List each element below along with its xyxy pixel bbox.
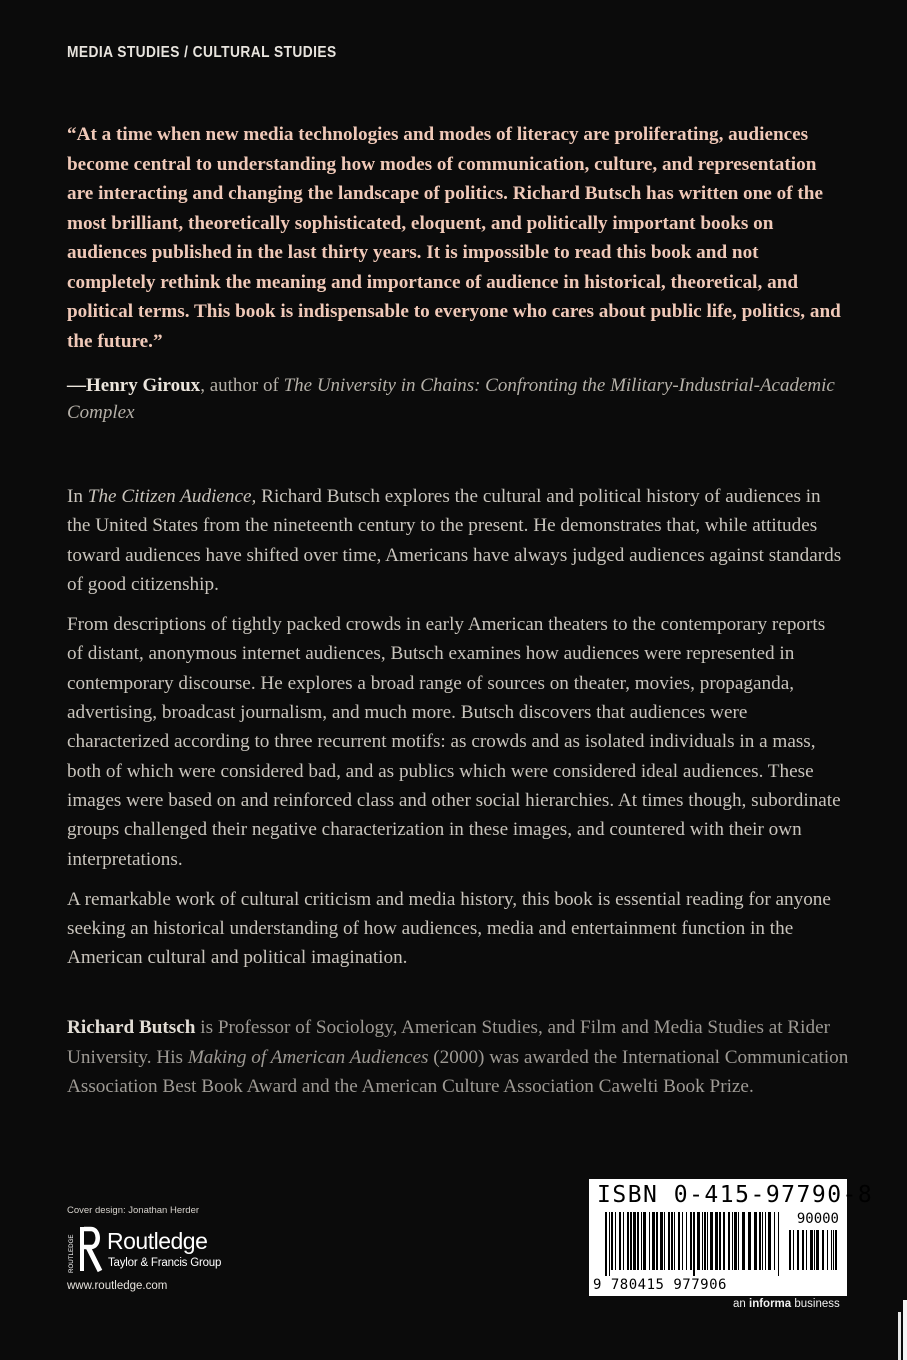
informa-brand: informa [749, 1298, 792, 1310]
barcode-bar [668, 1212, 670, 1270]
barcode-bar [762, 1212, 763, 1270]
barcode-bar [816, 1230, 819, 1270]
barcode-bar [615, 1212, 616, 1270]
barcode-bar [707, 1212, 708, 1270]
barcode-bar [742, 1212, 745, 1270]
publisher-url: www.routledge.com [67, 1280, 168, 1292]
barcode-bar [697, 1212, 700, 1270]
barcode-bar [759, 1212, 761, 1270]
barcode-bar [656, 1212, 658, 1270]
series-label: MEDIA STUDIES / CULTURAL STUDIES [67, 44, 337, 61]
barcode-bar [754, 1212, 757, 1270]
informa-suffix: business [791, 1298, 840, 1310]
barcode-bar [778, 1212, 779, 1276]
barcode-bar [623, 1212, 624, 1270]
barcode-bar [734, 1212, 737, 1270]
author-bio-text-2: (2000) was awarded the International Communication Association Best Book Award and the American Culture Association Cawelti Book Prize. [67, 1046, 849, 1097]
barcode-bar [831, 1230, 832, 1270]
barcode-bar [702, 1212, 703, 1270]
barcode-bar [674, 1212, 675, 1270]
barcode-bar [682, 1212, 683, 1270]
publisher-logo [67, 1225, 267, 1280]
barcode-bar [793, 1230, 794, 1270]
barcode-bar [664, 1212, 665, 1270]
barcode-bar [641, 1212, 642, 1270]
barcode-bar [738, 1212, 739, 1270]
cover-design-credit: Cover design: Jonathan Herder [67, 1205, 200, 1216]
barcode-bar [774, 1212, 775, 1270]
barcode-bar [806, 1230, 807, 1270]
barcode-bar [728, 1212, 730, 1270]
barcode-bar [789, 1230, 791, 1270]
informa-prefix: an [733, 1298, 749, 1310]
description-paragraph-2: From descriptions of tightly packed crowds in early American theaters to the contemporary reports of distant, anonymous internet audiences, Butsch examines how audiences were represented in contemporary discourse. He explores a broad range of sources on theater, movies, propaganda, advertising, broadcast journalism, and much more. Butsch discovers that audiences were characterized according to three recurrent motifs: as crowds and as isolated individuals in a mass, both of which were considered bad, and as publics which were considered ideal audiences. These images were based on and reinforced class and other social hierarchies. At times though, subordinate groups challenged their negative characterization in these images, and countered with their own interpretations. [67, 614, 841, 870]
barcode-bar [652, 1212, 655, 1270]
barcode-bar [649, 1212, 650, 1270]
barcode-bar [768, 1212, 771, 1270]
description-paragraph-1 [67, 482, 843, 599]
barcode-bar [704, 1212, 706, 1270]
author-previous-book: Making of American Audiences [187, 1046, 429, 1068]
barcode-bar [605, 1212, 607, 1276]
page-edge-strip [898, 1312, 901, 1360]
endorsement-author-book: The University in Chains: Confronting the Military-Industrial-Academic Complex [67, 375, 835, 423]
barcode-bar [715, 1212, 718, 1270]
book-title-italic: The Citizen Audience, [87, 486, 257, 507]
barcode-bar [797, 1230, 799, 1270]
author-bio-text-1: is Professor of Sociology, American Studies, and Film and Media Studies at Rider University. His [67, 1017, 831, 1068]
isbn-text: ISBN 0-415-97790-8 [597, 1182, 874, 1208]
barcode-bar [611, 1212, 613, 1270]
barcode-bar [630, 1212, 632, 1270]
barcode-bar [822, 1230, 824, 1270]
author-name: Richard Butsch [67, 1017, 196, 1038]
author-bio [67, 1013, 852, 1102]
description-p1-pre: In [67, 486, 88, 507]
ean-number: 9 780415 977906 [593, 1277, 727, 1293]
barcode-bar [835, 1230, 837, 1270]
book-description [67, 482, 843, 984]
barcode-bar [690, 1212, 692, 1270]
barcode-bar [686, 1212, 687, 1270]
endorsement-author: —Henry Giroux [67, 375, 201, 396]
barcode-bar [732, 1212, 733, 1270]
barcode-bar [609, 1212, 610, 1276]
barcode-bar [643, 1212, 646, 1270]
barcode-bar [671, 1212, 673, 1270]
routledge-side-text: ROUTLEDGE [68, 1234, 75, 1273]
endorsement-author-role: , author of [200, 375, 284, 396]
barcode-bar [693, 1212, 695, 1276]
isbn-barcode [589, 1179, 874, 1296]
barcode-bar [765, 1212, 766, 1270]
barcode-bar [802, 1230, 804, 1270]
publisher-group: Taylor & Francis Group [108, 1257, 222, 1269]
barcode-bar [619, 1212, 621, 1270]
barcode-bar [678, 1212, 680, 1270]
barcode-bar [660, 1212, 663, 1270]
routledge-r-logo-icon [67, 1225, 103, 1277]
barcode-bar [710, 1212, 713, 1270]
barcode-bar [723, 1212, 725, 1270]
publisher-name: Routledge [107, 1228, 208, 1254]
endorsement-attribution [67, 372, 867, 426]
page-edge-strip [903, 1300, 907, 1360]
endorsement-quote: “At a time when new media technologies and modes of literacy are proliferating, audiences become central to understanding how modes of communication, culture, and representation are interacting and changing the landscape of politics. Richard Butsch has written one of the most brilliant, theoretically sophisticated, eloquent, and politically important books on audiences published in the last thirty years. It is impossible to read this book and not completely rethink the meaning and importance of audience in historical, theoretical, and political terms. This book is indispensable to everyone who cares about public life, politics, and the future.” [67, 124, 841, 352]
barcode-bar [833, 1230, 834, 1270]
price-code: 90000 [796, 1211, 839, 1227]
barcode-bar [827, 1230, 828, 1270]
barcode-bar [637, 1212, 639, 1270]
barcode-bar [814, 1230, 815, 1270]
barcode-bar [810, 1230, 813, 1270]
barcode-bar [633, 1212, 636, 1270]
description-p1-post: Richard Butsch explores the cultural and political history of audiences in the United States from the nineteenth century to the present. He demonstrates that, while attitudes toward audiences have shifted over time, Americans have always judged audiences against standards of good citizenship. [67, 486, 842, 595]
description-paragraph-3: A remarkable work of cultural criticism and media history, this book is essential reading for anyone seeking an historical understanding of how audiences, media and entertainment function in the American cultural and political imagination. [67, 888, 831, 969]
barcode-bar [627, 1212, 629, 1270]
informa-tagline [733, 1298, 840, 1310]
barcode-bar [748, 1212, 751, 1270]
barcode-bar [719, 1212, 721, 1270]
